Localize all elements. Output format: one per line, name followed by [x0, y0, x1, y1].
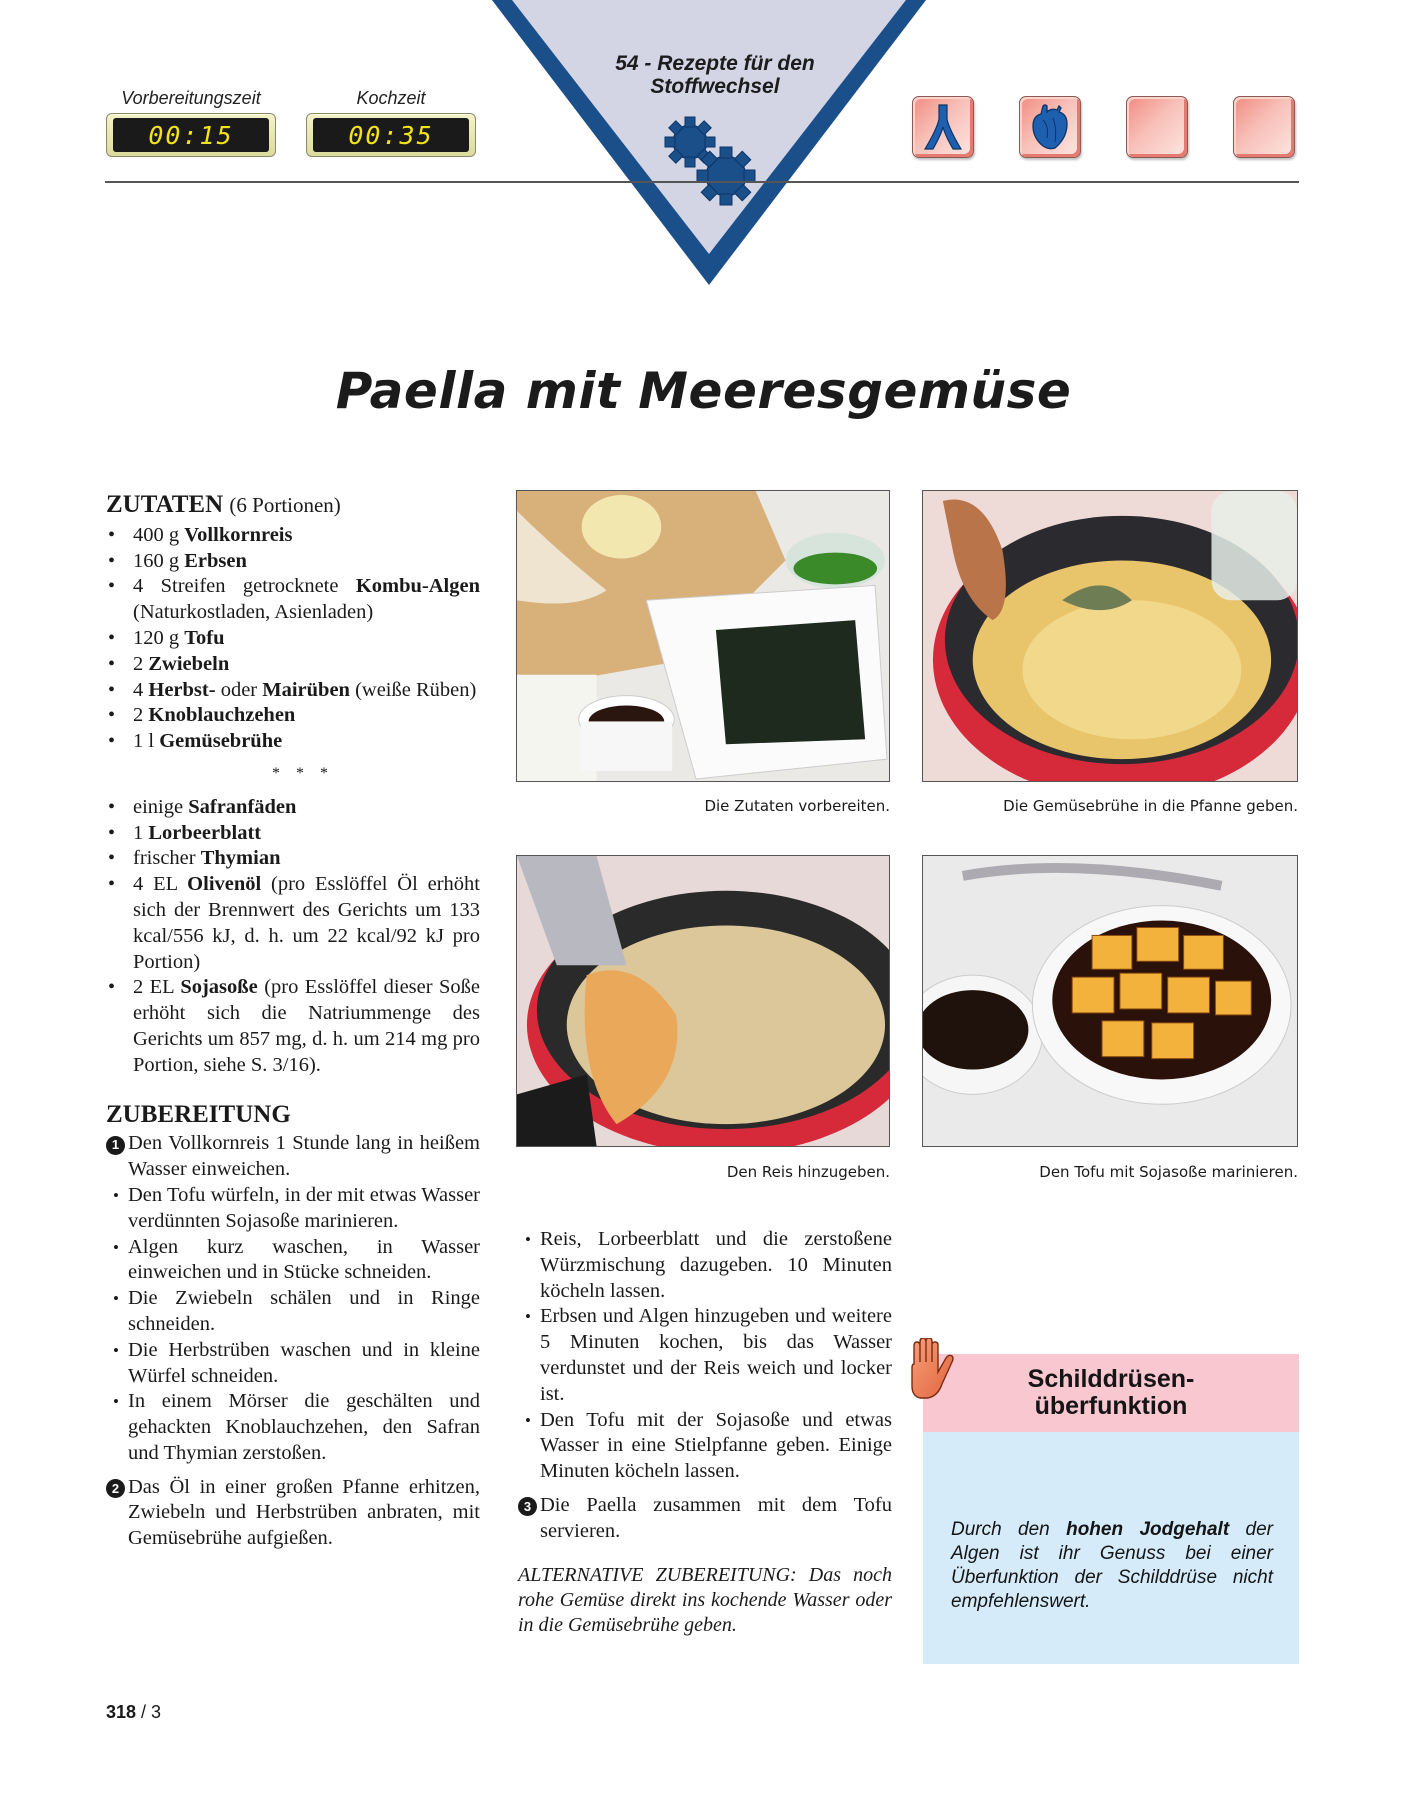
category-empty-1[interactable] — [1126, 96, 1188, 158]
ingredient-item: • 160 g Erbsen — [106, 549, 480, 575]
step-item: • Den Tofu würfeln, in der mit etwas Wasser verdünnten Sojasoße marinieren. — [113, 1183, 480, 1232]
caption-ingredients: Die Zutaten vorbereiten. — [704, 797, 890, 815]
cook-time-frame — [306, 113, 476, 157]
step-number-3: 3 — [518, 1497, 537, 1516]
blood-vessel-icon — [921, 103, 965, 151]
ingredient-item: • 1 Lorbeerblatt — [106, 821, 480, 847]
warning-box-title — [923, 1354, 1299, 1432]
ingredients-heading-label: ZUTATEN — [106, 491, 224, 518]
cook-time-value: 00:35 — [313, 118, 469, 152]
prep-time-display — [106, 88, 276, 157]
photo-rice — [516, 855, 890, 1147]
category-heart[interactable] — [1019, 96, 1081, 158]
page-number-sub: / 3 — [136, 1702, 162, 1722]
photo-broth — [922, 490, 1298, 782]
step-item: • Die Herbstrüben waschen und in kleine Würfel schneiden. — [113, 1338, 480, 1387]
preparation-steps-col1 — [106, 1131, 480, 1552]
portions-label: (6 Portionen) — [229, 493, 341, 517]
ingredient-item: • 4 EL Olivenöl (pro Esslöffel Öl erhöht sich der Brennwert des Gerichts um 133 kcal/556 kJ, d. h. um 22 kcal/92 kJ pro Portion) — [106, 872, 480, 975]
ingredient-item: • 2 Knoblauchzehen — [106, 703, 480, 729]
ingredient-item: • 2 EL Sojasoße (pro Esslöffel dieser Soße erhöht sich die Natriummenge des Gerichts um 857 mg, d. h. um 214 mg pro Portion, siehe S. 3/16). — [106, 975, 480, 1078]
page-number — [106, 1702, 161, 1723]
ingredient-item: • 1 l Gemüsebrühe — [106, 729, 480, 755]
step-item: 2 Das Öl in einer großen Pfanne erhitzen, Zwiebeln und Herbstrüben anbraten, mit Gemüsebrühe aufgießen. — [106, 1475, 480, 1552]
warning-box-text: Durch den hohen Jodgehalt der Algen ist ihr Genuss bei einer Überfunktion der Schilddrüse nicht empfehlenswert. — [923, 1432, 1299, 1664]
ingredient-item: • 2 Zwiebeln — [106, 652, 480, 678]
preparation-steps-col2 — [518, 1227, 892, 1545]
left-column — [106, 492, 480, 1552]
warning-title-line2: überfunktion — [1034, 1392, 1188, 1420]
warning-title-line1: Schilddrüsen- — [1027, 1365, 1195, 1393]
step-item: • Reis, Lorbeerblatt und die zerstoßene Würzmischung dazugeben. 10 Minuten köcheln lassen. — [525, 1228, 892, 1302]
caption-tofu: Den Tofu mit Sojasoße marinieren. — [1039, 1163, 1298, 1181]
step-item: • In einem Mörser die geschälten und gehackten Knoblauchzehen, den Safran und Thymian zerstoßen. — [113, 1390, 480, 1464]
chapter-title-line1: 54 - Rezepte für den — [615, 52, 815, 75]
prep-time-value: 00:15 — [113, 118, 269, 152]
prep-time-frame — [106, 113, 276, 157]
page-number-main: 318 — [106, 1702, 137, 1722]
step-item: • Die Zwiebeln schälen und in Ringe schneiden. — [113, 1287, 480, 1335]
chapter-title — [560, 52, 870, 98]
ingredient-item: • 4 Streifen getrocknete Kombu-Algen (Naturkostladen, Asienladen) — [106, 574, 480, 626]
category-empty-2[interactable] — [1233, 96, 1295, 158]
ingredient-item: • einige Safranfäden — [106, 795, 480, 821]
gears-icon — [660, 112, 760, 212]
heart-icon — [1027, 102, 1073, 152]
preparation-heading: ZUBEREITUNG — [106, 1100, 291, 1128]
ingredient-item: • 120 g Tofu — [106, 626, 480, 652]
alternative-preparation: ALTERNATIVE ZUBEREITUNG: Das noch rohe Gemüse direkt ins kochende Wasser oder in die Gemüsebrühe geben. — [518, 1563, 892, 1636]
ingredients-list-spices — [106, 795, 480, 1079]
chapter-title-line2: Stoffwechsel — [650, 75, 780, 98]
step-item: • Algen kurz waschen, in Wasser einweichen und in Stücke schneiden. — [113, 1235, 480, 1284]
stop-hand-icon — [908, 1338, 954, 1402]
cook-time-display — [306, 88, 476, 157]
middle-column — [518, 1227, 892, 1638]
ingredient-item: • 400 g Vollkornreis — [106, 523, 480, 549]
prep-time-label: Vorbereitungszeit — [121, 88, 261, 108]
ingredient-item: • frischer Thymian — [106, 846, 480, 872]
photo-tofu — [922, 855, 1298, 1147]
step-number-1: 1 — [106, 1136, 125, 1155]
step-item: • Erbsen und Algen hinzugeben und weitere 5 Minuten kochen, bis das Wasser verdunstet und der Reis weich und locker ist. — [525, 1305, 892, 1405]
ingredients-separator: * * * — [272, 764, 334, 782]
step-number-2: 2 — [106, 1479, 125, 1498]
ingredient-item: • 4 Herbst- oder Mairüben (weiße Rüben) — [106, 678, 480, 704]
step-item: 3 Die Paella zusammen mit dem Tofu servieren. — [518, 1493, 892, 1545]
header-divider — [105, 181, 1299, 183]
caption-rice: Den Reis hinzugeben. — [726, 1163, 890, 1181]
step-item: 1 Den Vollkornreis 1 Stunde lang in heißem Wasser einweichen. — [106, 1131, 480, 1183]
caption-broth: Die Gemüsebrühe in die Pfanne geben. — [1003, 797, 1298, 815]
category-blood-vessel[interactable] — [912, 96, 974, 158]
step-item: • Den Tofu mit der Sojasoße und etwas Wasser in eine Stielpfanne geben. Einige Minuten köcheln lassen. — [525, 1408, 892, 1483]
recipe-title: Paella mit Meeresgemüse — [335, 362, 1072, 420]
photo-ingredients — [516, 490, 890, 782]
ingredients-heading — [106, 492, 480, 519]
ingredients-list-main — [106, 523, 480, 755]
warning-box — [923, 1354, 1299, 1664]
cook-time-label: Kochzeit — [356, 88, 426, 108]
